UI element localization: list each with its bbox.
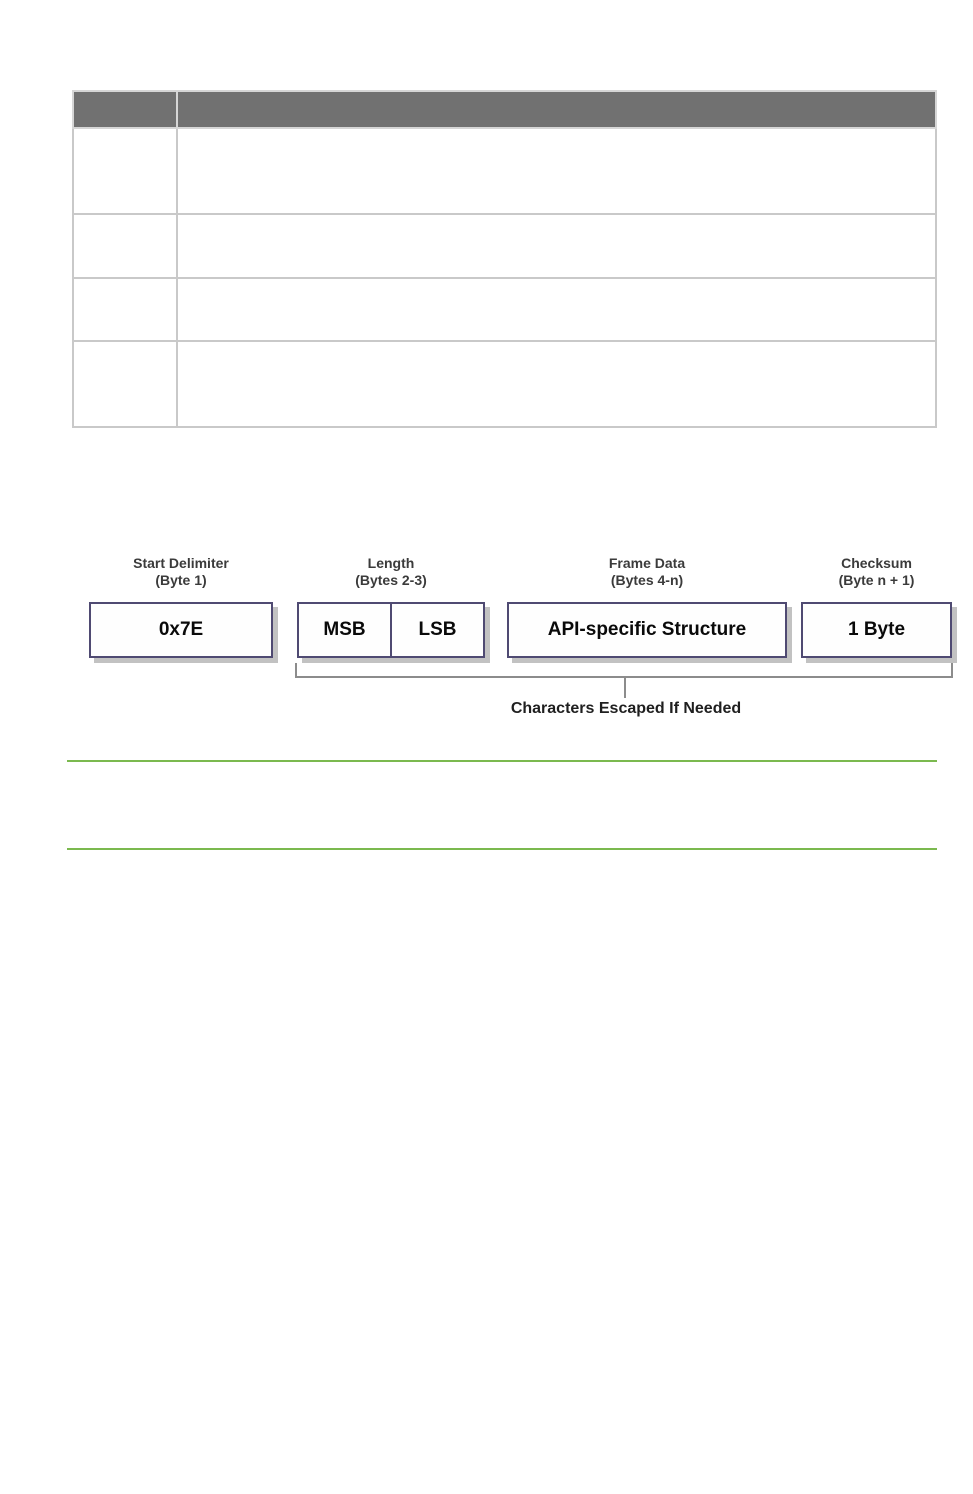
start-delimiter-label xyxy=(89,555,273,589)
length-msb-cell: MSB xyxy=(323,619,366,640)
table-cell xyxy=(73,341,177,427)
escape-bracket-right-tick xyxy=(951,663,953,678)
note-divider-top xyxy=(67,760,937,762)
box-value: API-specific Structure xyxy=(547,619,747,640)
escape-bracket-left-tick xyxy=(295,663,297,678)
table-cell xyxy=(177,278,936,341)
field-subtitle: (Byte n + 1) xyxy=(838,572,915,588)
table-row xyxy=(73,341,936,427)
length-label xyxy=(297,555,485,589)
field-title: Frame Data xyxy=(608,555,686,571)
checksum-label xyxy=(801,555,952,589)
table-cell xyxy=(177,214,936,278)
table-row xyxy=(73,128,936,214)
table-cell xyxy=(73,278,177,341)
field-title: Length xyxy=(367,555,415,571)
frame-data-box xyxy=(507,602,787,658)
table-cell xyxy=(73,214,177,278)
escape-bracket-label: Characters Escaped If Needed xyxy=(510,700,742,717)
field-title: Start Delimiter xyxy=(133,555,229,571)
field-subtitle: (Byte 1) xyxy=(155,572,207,588)
table-header-row xyxy=(73,91,936,128)
box-value: 1 Byte xyxy=(847,619,906,640)
box-value: 0x7E xyxy=(158,619,204,640)
table-cell xyxy=(177,341,936,427)
length-lsb-cell: LSB xyxy=(390,604,483,656)
escape-bracket-middle-tick xyxy=(624,678,626,698)
table-cell xyxy=(73,128,177,214)
table-row xyxy=(73,278,936,341)
field-title: Checksum xyxy=(841,555,912,571)
note-divider-bottom xyxy=(67,848,937,850)
field-subtitle: (Bytes 4-n) xyxy=(610,572,684,588)
field-subtitle: (Bytes 2-3) xyxy=(355,572,427,588)
table-header-cell-2 xyxy=(177,91,936,128)
start-delimiter-box xyxy=(89,602,273,658)
data-table xyxy=(72,90,937,428)
table-header-cell-1 xyxy=(73,91,177,128)
checksum-box xyxy=(801,602,952,658)
frame-data-label xyxy=(507,555,787,589)
table-cell xyxy=(177,128,936,214)
table-row xyxy=(73,214,936,278)
length-box xyxy=(297,602,485,658)
